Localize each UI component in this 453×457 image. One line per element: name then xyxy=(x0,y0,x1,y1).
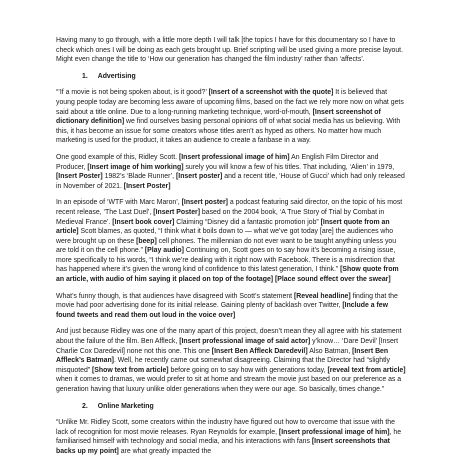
text-run: surely you will know a few of his titles. That including, ‘Alien’ in 1979, xyxy=(183,163,395,171)
text-run: And just because Ridley was one of the many apart of this project, doesn’t mean they all agree with his statement about the failure of the film. Ben Affleck, xyxy=(56,328,402,346)
bracket-note: [Insert Poster] xyxy=(153,208,201,216)
bracket-note: [Show text from article] xyxy=(92,366,169,374)
advertising-paragraph-1 xyxy=(56,88,406,146)
bracket-note: [reveal text from article] xyxy=(327,366,406,374)
text-run: y’know… ‘Dare Devil’ [Insert Charlie Cox Daredevil] none not this one. This one xyxy=(56,338,398,355)
bracket-note: [Insert screenshot of dictionary definition] xyxy=(56,108,381,126)
online-marketing-paragraph-1 xyxy=(56,418,406,456)
text-run: Also Batman, xyxy=(307,347,353,355)
text-run: are what greatly impacted the xyxy=(118,447,212,455)
bracket-note: [beep] xyxy=(136,237,157,245)
text-run: finding that the movie had poor advertising done for its initial release. Gaining plenty of backlash over Twitter, xyxy=(56,292,398,310)
text-run: we find ourselves basing personal opinions off of what social media has us believing. With this, it has become an issue for some creators whose titles aren’t as hyped as others. No matter how much marketing is used for the product, it takes an audience to create a fanbase in a way. xyxy=(56,118,401,145)
bracket-note: [Insert Ben Affleck’s Batman] xyxy=(56,347,389,365)
advertising-paragraph-2 xyxy=(56,153,406,191)
heading-title: Advertising xyxy=(97,72,136,80)
bracket-note: [Reveal headline] xyxy=(294,292,351,300)
bracket-note: [Play audio] xyxy=(144,247,184,255)
text-run: An English Film Director and Producer, xyxy=(56,153,379,171)
text-run: cell phones. The millennian do not ever want to be taught anything unless you are told it on the cell phone.” xyxy=(56,237,397,255)
heading-advertising xyxy=(56,72,406,82)
text-run: when it comes to dramas, we would prefer to sit at home and stream the movie just based on our preference as a generation having that luxury unlike older generations when they were our age. So basically, times change.” xyxy=(56,376,402,393)
advertising-paragraph-5 xyxy=(56,327,406,394)
text-run: based on the 2004 book, ‘A True Story of Trial by Combat in Medieval France’. xyxy=(56,208,385,226)
text-run: Continuing on, Scott goes on to say how it’s becoming a rising issue, more specifically to his words, “I think we’re dealing with it right now with Facebook. There is a misdirection that has happened where it’s given the wrong kind of confidence to this latest generation, I think.” xyxy=(56,247,396,274)
text-run: and a recent title, ‘House of Gucci’ which had only released in November of 2021. xyxy=(56,173,405,190)
bracket-note: [Insert book cover] xyxy=(112,218,175,226)
text-run: a podcast featuring said director, on the topic of his most recent release, ‘The Last Duel’, xyxy=(56,199,403,216)
heading-number: 2. xyxy=(82,402,88,410)
text-run: before going on to say how with generations today, xyxy=(168,366,328,374)
bracket-note: [Insert Poster] xyxy=(56,173,103,181)
heading-number: 1. xyxy=(82,72,88,80)
text-run: One good example of this, Ridley Scott. xyxy=(56,153,179,161)
text-run: “Unlike Mr. Ridley Scott, some creators within the industry have figured out how to overcome that issue with the lack of recognition for most movie releases. Ryan Reynolds for example, xyxy=(56,419,395,436)
text-run: 1982’s ‘Blade Runner’, xyxy=(102,173,177,181)
heading-online-marketing xyxy=(56,402,406,412)
advertising-paragraph-4 xyxy=(56,292,406,321)
text-run: What’s funny though, is that audiences have disagreed with Scott’s statement xyxy=(56,292,294,300)
bracket-note: [Insert quote from an article] xyxy=(56,218,390,236)
bracket-note: [Insert poster] xyxy=(181,199,228,207)
bracket-note: [Insert professional image of said actor] xyxy=(179,338,311,346)
document-body xyxy=(56,36,406,457)
text-run: “’If a movie is not being spoken about, is it good?’ xyxy=(56,89,209,97)
intro-paragraph xyxy=(56,36,406,65)
text-run: Scott blames, as quoted, “I think what it boils down to — what we’ve got today [are] the audiences who were brought up on these xyxy=(56,228,394,245)
text-run: Having many to go through, with a little more depth I will talk [the topics I have for this documentary so I have to check which ones I will be doing as each gets brought up. Brief scripting will be used giving a more precise layout. Might even change the title to ‘How our generation has changed the film industry’ rather than ‘affects’. xyxy=(56,37,404,64)
bracket-note: [Insert of a screenshot with the quote] xyxy=(208,89,334,97)
bracket-note: [Insert image of him working] xyxy=(87,163,184,171)
text-run: In an episode of ‘WTF with Marc Maron’, xyxy=(56,199,182,207)
bracket-note: [Include a few found tweets and read them out loud in the voice over] xyxy=(56,302,388,319)
bracket-note: [Insert poster] xyxy=(176,173,223,181)
advertising-paragraph-3 xyxy=(56,198,406,284)
bracket-note: [Show quote from an article, with audio of him saying it placed on top of the footage] [Place sound effect over the swear] xyxy=(56,266,399,284)
text-run: Claiming “Disney did a fantastic promotion job” xyxy=(174,218,321,226)
bracket-note: [Insert professional image of him] xyxy=(178,153,290,161)
bracket-note: [Insert Poster] xyxy=(123,182,171,190)
heading-title: Online Marketing xyxy=(97,402,154,410)
bracket-note: [Insert professional image of him] xyxy=(278,428,390,436)
bracket-note: [Insert Ben Affleck Daredevil] xyxy=(211,347,308,355)
text-run: , he familiarised himself with technology and social media, and his interactions with fans xyxy=(56,428,402,446)
bracket-note: [Insert screenshots that backs up my point] xyxy=(56,438,390,455)
text-run: . Well, he recently came out somewhat disagreeing. Claiming that the Director had “slightly misquoted” xyxy=(56,357,390,374)
text-run: It is believed that young people today are becoming less aware of upcoming films, based on the fact we rely more now on what gets said about a title online. Due to a long-running marketing technique, word-of-mouth, xyxy=(56,89,404,116)
